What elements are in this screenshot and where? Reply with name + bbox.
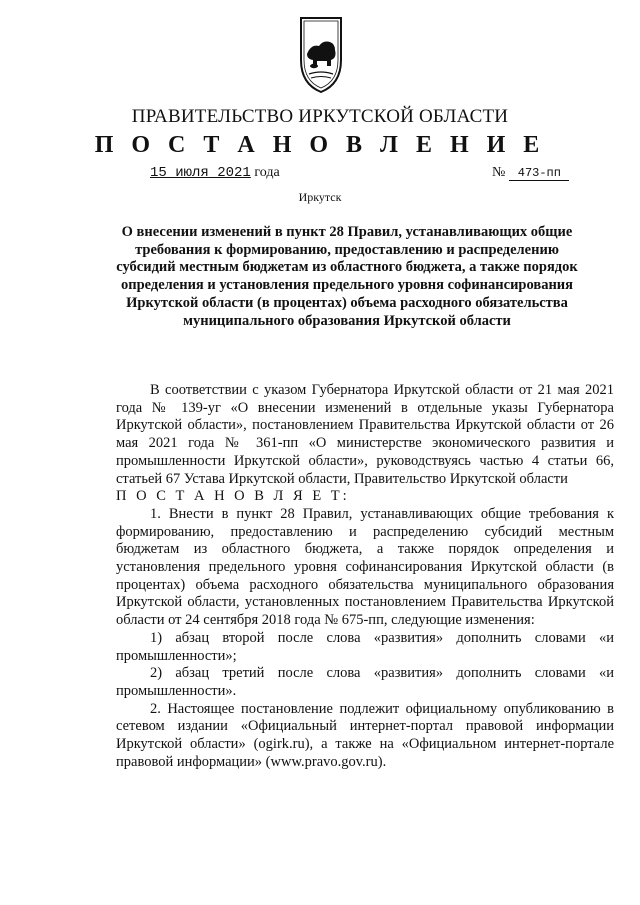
document-date — [150, 165, 280, 181]
document-title: О внесении изменений в пункт 28 Правил, устанавливающих общие требования к формированию, предоставлению и распределению субсидий местным бюджетам из областного бюджета, а также порядок определения и установления предельного уровня софинансирования Иркутской области (в процентах) объема расходного обязательства муниципального образования Иркутской области — [116, 224, 578, 329]
city: Иркутск — [298, 190, 342, 204]
number-label: № — [492, 165, 506, 180]
date-value: 15 июля 2021 — [150, 165, 251, 181]
item-1-2-paragraph: 2) абзац третий после слова «развития» дополнить словами «и промышленности». — [116, 665, 614, 699]
preamble-paragraph: В соответствии с указом Губернатора Иркутской области от 21 мая 2021 года № 139-уг «О внесении изменений в отдельные указы Губернатора Иркутской области», постановлением Правительства Иркутской области от 26 мая 2021 года № 361-пп «О министерстве экономического развития и промышленности Иркутской области», руководствуясь частью 4 статьи 66, статьей 67 Устава Иркутской области, Правительство Иркутской области — [116, 382, 614, 487]
document-number — [492, 165, 569, 181]
coat-of-arms-icon — [297, 14, 345, 96]
decree-heading: П О С Т А Н О В Л Я Е Т: — [116, 488, 350, 505]
item-2-paragraph: 2. Настоящее постановление подлежит официальному опубликованию в сетевом издании «Официальный интернет-портал правовой информации Иркутской области» (ogirk.ru), а также на «Официальном интернет-портале правовой информации» (www.pravo.gov.ru). — [116, 700, 614, 770]
organization-name: ПРАВИТЕЛЬСТВО ИРКУТСКОЙ ОБЛАСТИ — [131, 106, 509, 127]
number-value: 473-пп — [509, 166, 569, 181]
item-1-1-paragraph: 1) абзац второй после слова «развития» дополнить словами «и промышленности»; — [116, 629, 614, 664]
date-suffix: года — [254, 165, 280, 180]
document-body — [116, 382, 614, 771]
item-1-paragraph: 1. Внести в пункт 28 Правил, устанавливающих общие требования к формированию, предоставлению и распределению субсидий местным бюджетам из областного бюджета, а также порядок определения и установления предельного уровня софинансирования Иркутской области (в процентах) объема расходного обязательства муниципального образования Иркутской области, установленных постановлением Правительства Иркутской области от 24 сентября 2018 года № 675-пп, следующие изменения: — [116, 505, 614, 629]
document-type: П О С Т А Н О В Л Е Н И Е — [94, 132, 546, 158]
